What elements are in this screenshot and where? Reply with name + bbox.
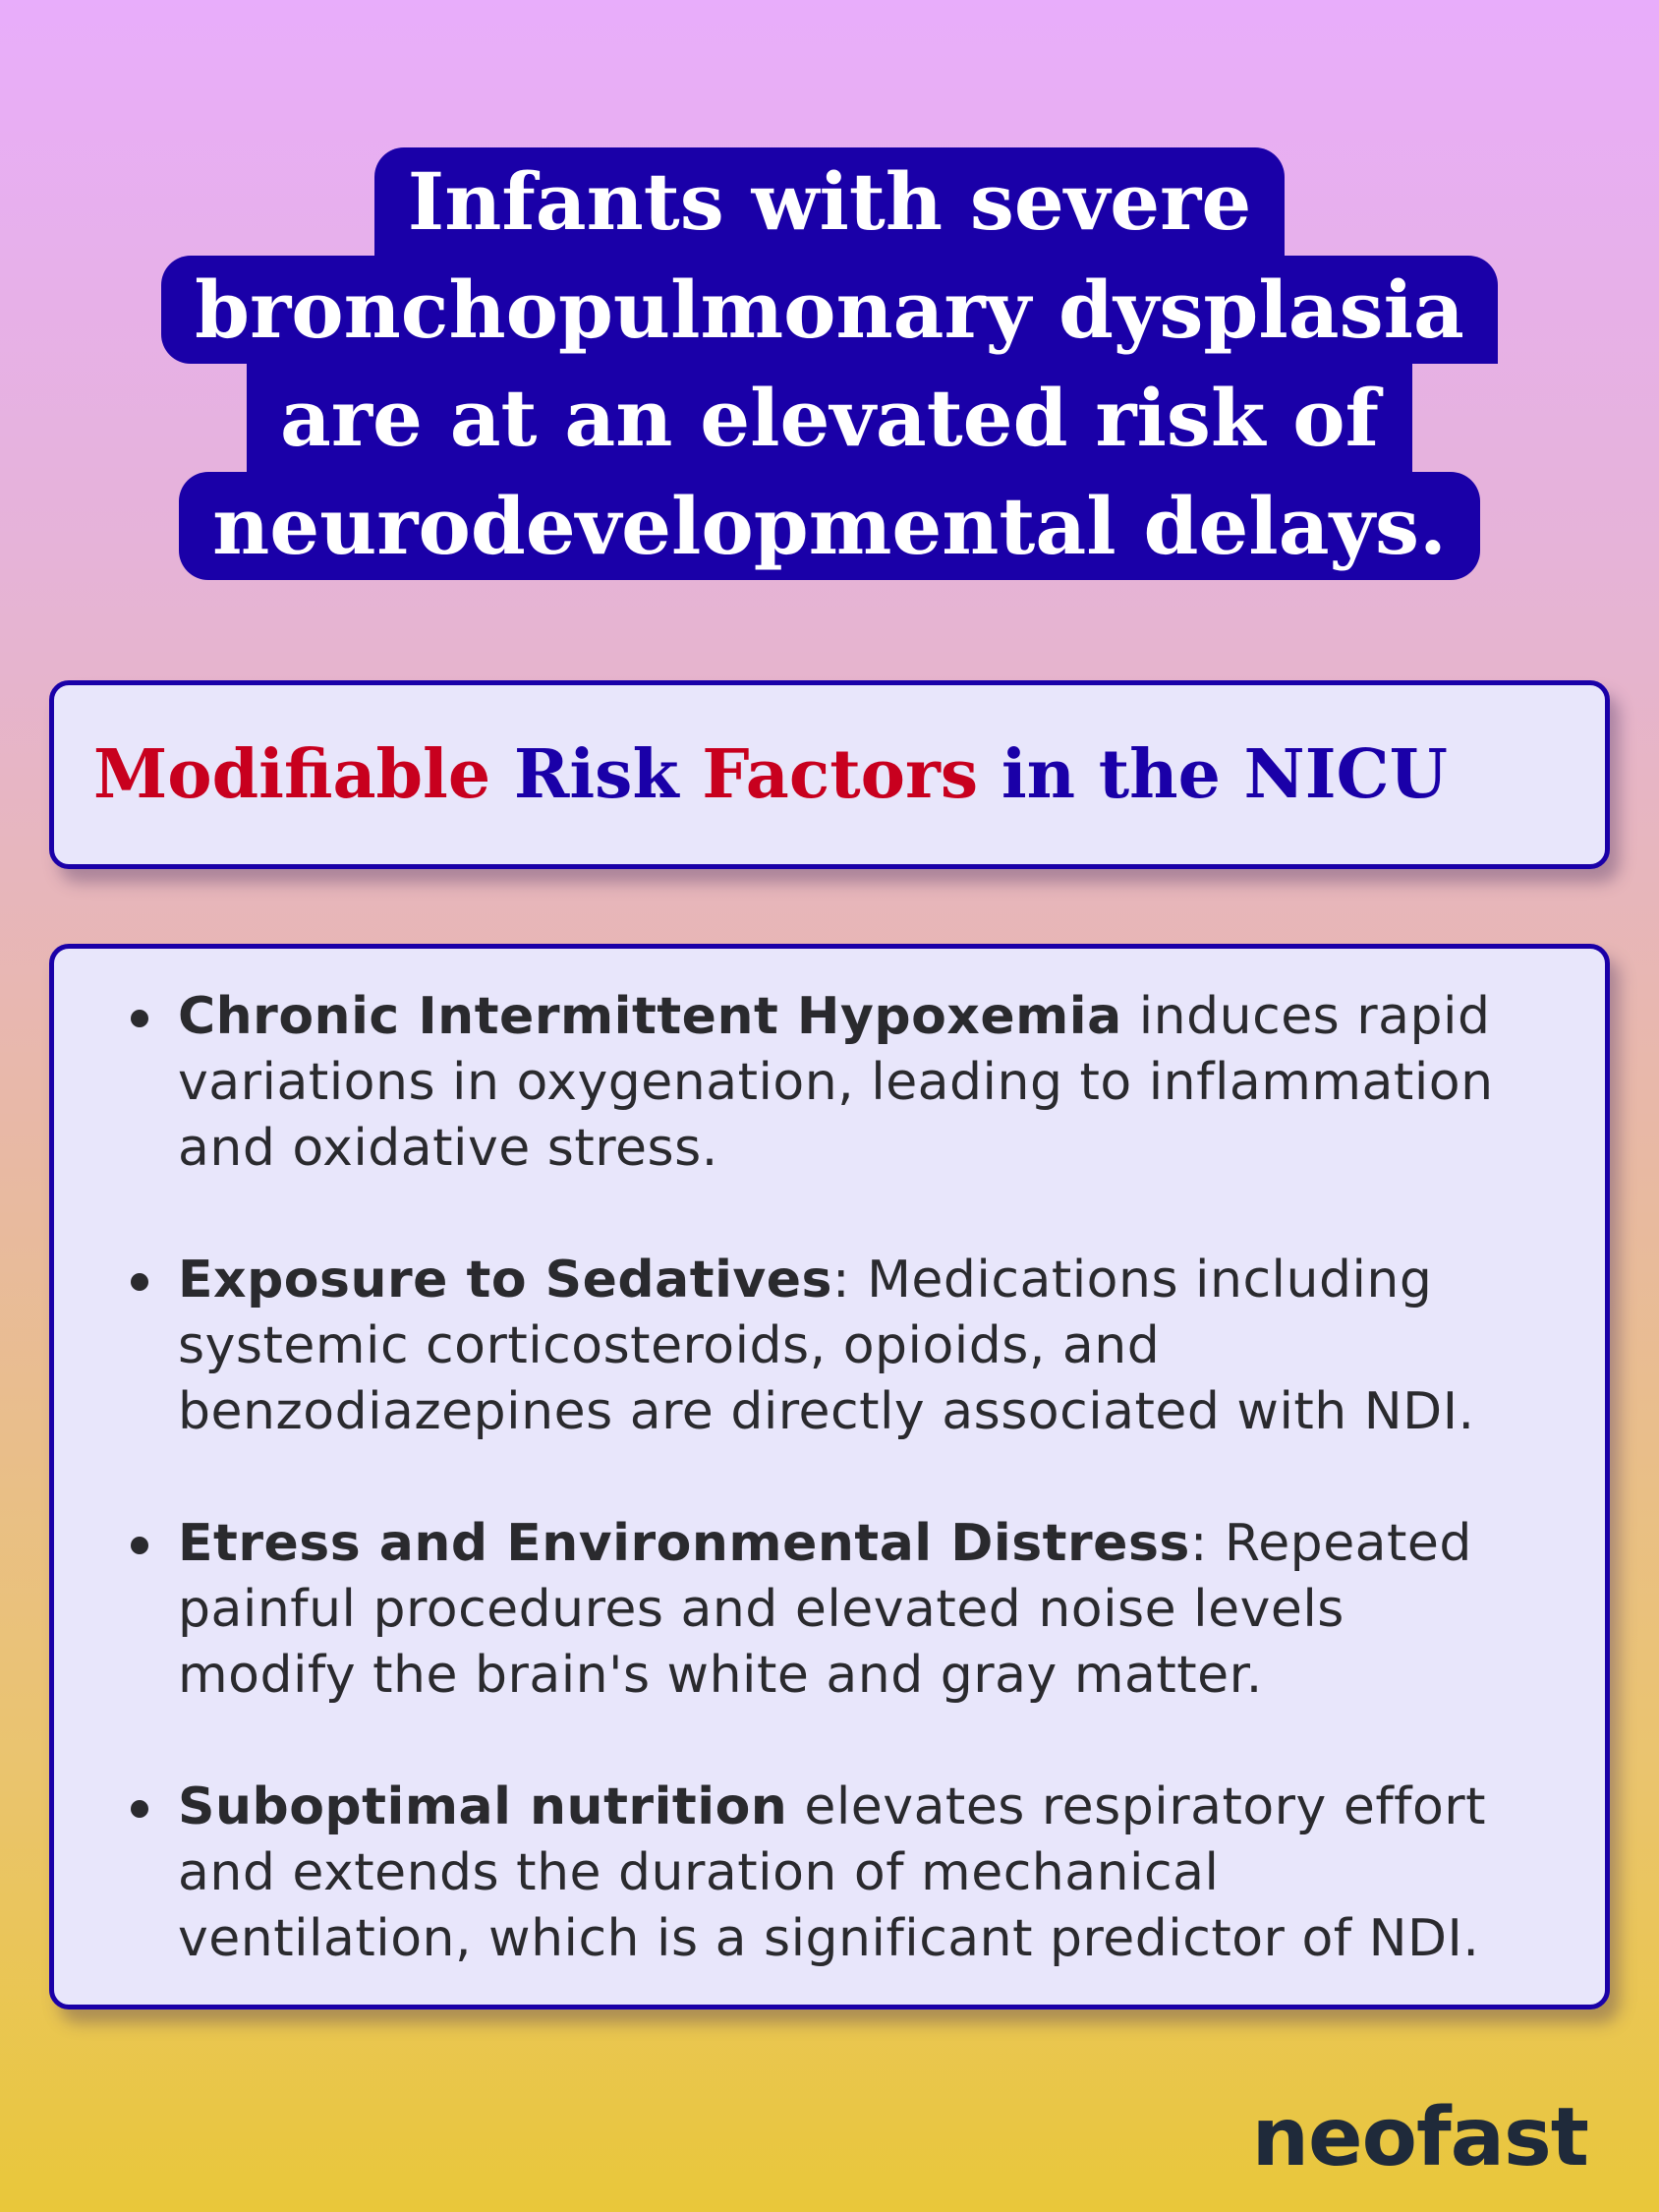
- list-item-desc: : Medications including: [832, 1251, 1433, 1310]
- list-item-term: Exposure to Sedatives: [178, 1251, 833, 1310]
- subtitle-part: Factors: [702, 735, 1001, 814]
- subtitle-part: Risk: [513, 735, 703, 814]
- bullet-icon: [131, 1010, 148, 1027]
- list-item-desc: and extends the duration of mechanical: [178, 1843, 1220, 1902]
- list-item-desc: induces rapid: [1121, 987, 1491, 1046]
- bullet-icon: [131, 1537, 148, 1554]
- subtitle-part: in the NICU: [1001, 735, 1448, 814]
- list-item-desc: : Repeated: [1189, 1514, 1472, 1573]
- list-item-text: [178, 1775, 1623, 1972]
- bullet-icon: [131, 1800, 148, 1818]
- list-item-term: Suboptimal nutrition: [178, 1777, 788, 1836]
- headline-line: neurodevelopmental delays.: [179, 472, 1480, 580]
- list-item-text: [178, 1511, 1623, 1709]
- list-item-desc: modify the brain's white and gray matter.: [178, 1646, 1263, 1705]
- list-item-desc: systemic corticosteroids, opioids, and: [178, 1316, 1161, 1375]
- headline-line: are at an elevated risk of: [247, 364, 1412, 472]
- list-item-desc: benzodiazepines are directly associated with NDI.: [178, 1382, 1475, 1441]
- list-item-text: [178, 984, 1623, 1182]
- subtitle-box: [49, 680, 1610, 869]
- bullet-icon: [131, 1273, 148, 1291]
- neofast-logo: neofast: [1251, 2091, 1588, 2184]
- list-item-term: Chronic Intermittent Hypoxemia: [178, 987, 1122, 1046]
- list-item-desc: elevates respiratory effort: [787, 1777, 1487, 1836]
- subtitle: [93, 735, 1448, 814]
- headline-line: bronchopulmonary dysplasia: [161, 256, 1498, 364]
- list-item-desc: ventilation, which is a significant predictor of NDI.: [178, 1909, 1480, 1968]
- list-item-desc: variations in oxygenation, leading to inflammation: [178, 1053, 1494, 1112]
- list-item-desc: and oxidative stress.: [178, 1119, 718, 1178]
- list-item-desc: painful procedures and elevated noise levels: [178, 1580, 1344, 1639]
- headline-line: Infants with severe: [374, 147, 1285, 256]
- subtitle-part: Modifiable: [93, 735, 514, 814]
- headline: [0, 147, 1659, 580]
- list-item-text: [178, 1248, 1623, 1445]
- risk-factors-list: [49, 944, 1610, 2009]
- list-item-term: Etress and Environmental Distress: [178, 1514, 1190, 1573]
